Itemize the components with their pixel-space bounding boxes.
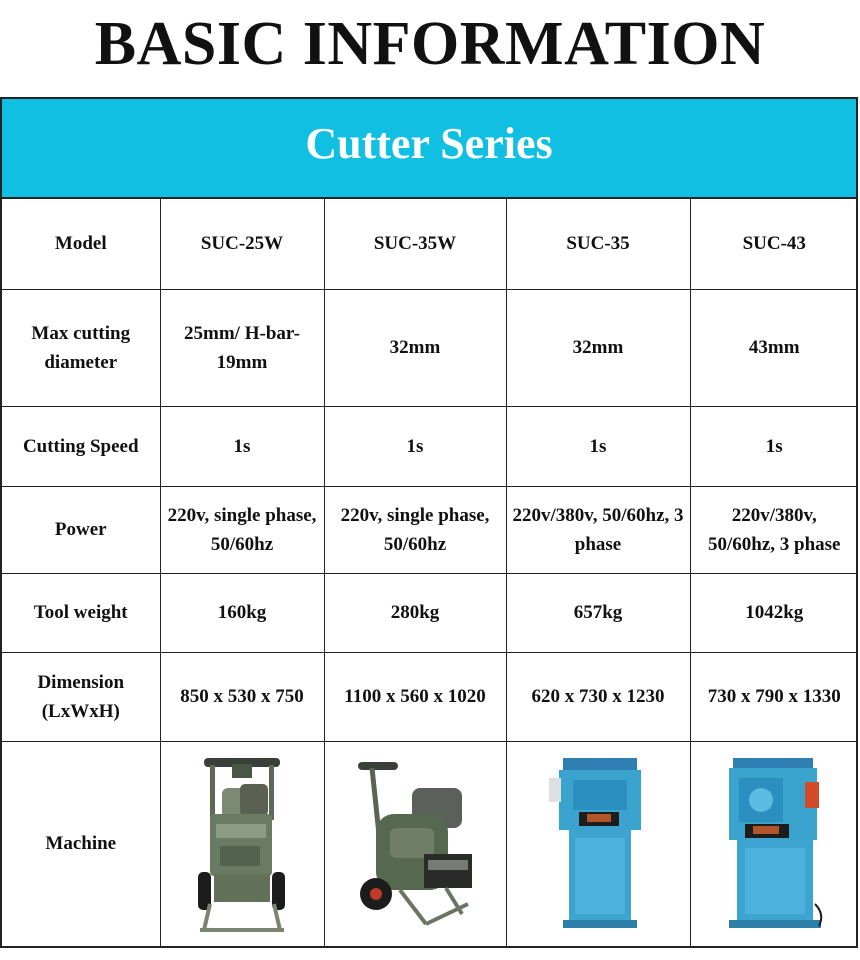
machine-suc-25w-image [192, 754, 292, 934]
machine-suc-35w-image [350, 754, 480, 934]
value-cell: 160kg [160, 573, 324, 652]
value-cell: 32mm [506, 289, 690, 406]
value-cell: 220v, single phase, 50/60hz [160, 486, 324, 573]
value-cell: 220v/380v, 50/60hz, 3 phase [690, 486, 858, 573]
page-title: BASIC INFORMATION [94, 10, 766, 78]
value-cell: 1s [506, 406, 690, 486]
row-machine [2, 741, 858, 946]
model-cell: SUC-25W [160, 199, 324, 289]
machine-image-cell [690, 741, 858, 946]
value-cell: 43mm [690, 289, 858, 406]
value-cell: 730 x 790 x 1330 [690, 652, 858, 741]
value-cell: 220v/380v, 50/60hz, 3 phase [506, 486, 690, 573]
machine-image-cell [160, 741, 324, 946]
value-cell: 1042kg [690, 573, 858, 652]
model-cell: SUC-43 [690, 199, 858, 289]
row-label: Dimension (LxWxH) [2, 652, 160, 741]
row-label: Model [2, 199, 160, 289]
value-cell: 1s [690, 406, 858, 486]
row-label: Max cutting diameter [2, 289, 160, 406]
row-tool-weight [2, 573, 858, 652]
row-power [2, 486, 858, 573]
row-label: Power [2, 486, 160, 573]
value-cell: 1s [324, 406, 506, 486]
value-cell: 850 x 530 x 750 [160, 652, 324, 741]
row-label: Machine [2, 741, 160, 946]
series-banner: Cutter Series [2, 99, 856, 199]
machine-suc-35-image [543, 754, 653, 934]
spec-table [2, 199, 858, 946]
value-cell: 32mm [324, 289, 506, 406]
value-cell: 1s [160, 406, 324, 486]
row-dimension [2, 652, 858, 741]
value-cell: 220v, single phase, 50/60hz [324, 486, 506, 573]
value-cell: 620 x 730 x 1230 [506, 652, 690, 741]
value-cell: 280kg [324, 573, 506, 652]
machine-image-cell [506, 741, 690, 946]
model-cell: SUC-35 [506, 199, 690, 289]
row-label: Tool weight [2, 573, 160, 652]
model-cell: SUC-35W [324, 199, 506, 289]
row-model [2, 199, 858, 289]
spec-sheet [0, 97, 858, 948]
value-cell: 657kg [506, 573, 690, 652]
row-max-cutting-diameter [2, 289, 858, 406]
row-label: Cutting Speed [2, 406, 160, 486]
value-cell: 25mm/ H-bar-19mm [160, 289, 324, 406]
value-cell: 1100 x 560 x 1020 [324, 652, 506, 741]
machine-suc-43-image [719, 754, 829, 934]
machine-image-cell [324, 741, 506, 946]
row-cutting-speed [2, 406, 858, 486]
